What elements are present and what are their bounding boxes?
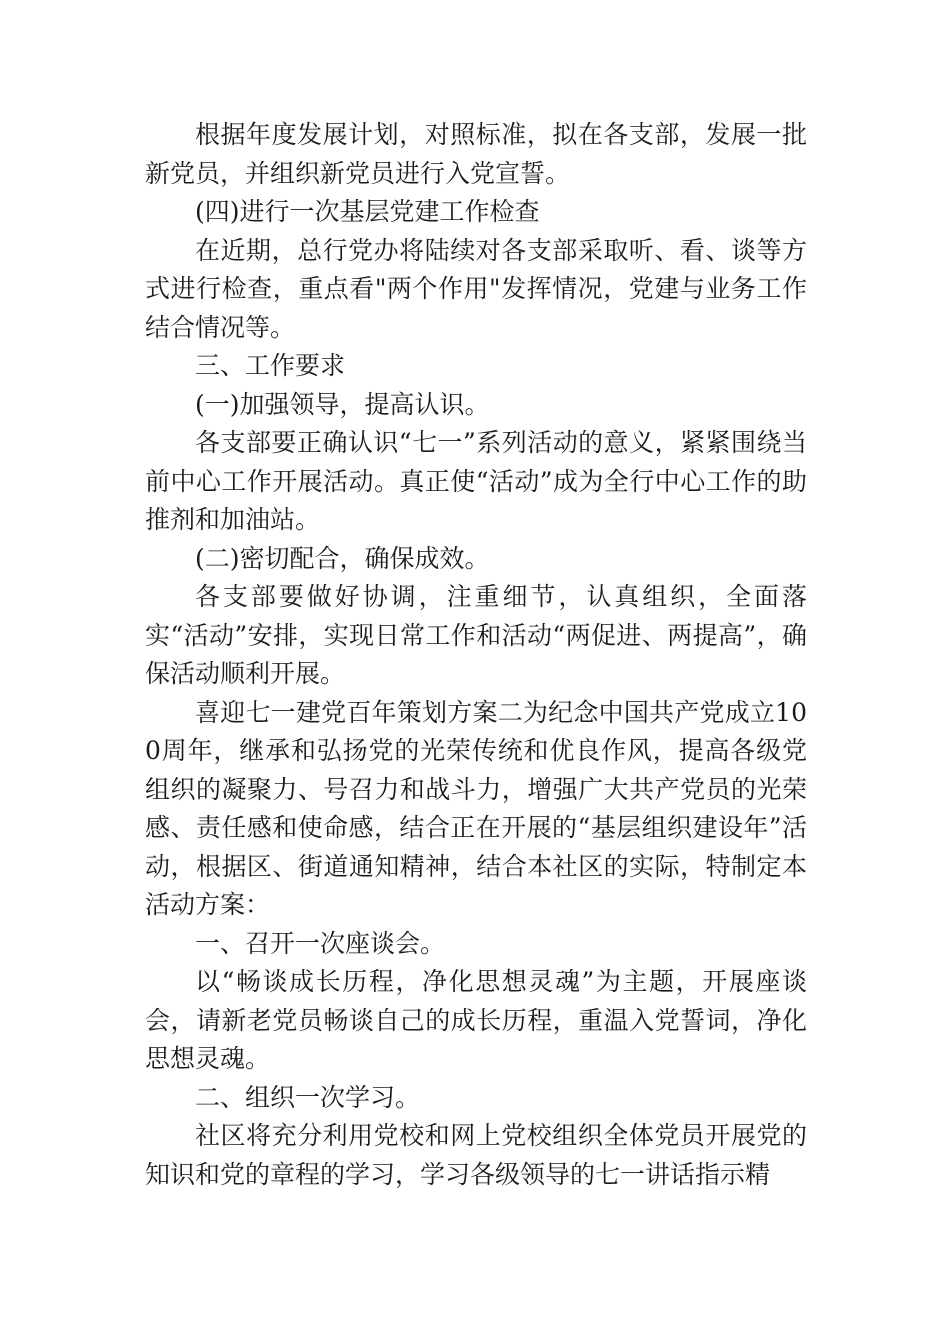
subsection-heading: (二)密切配合，确保成效。 [195, 543, 490, 573]
document-body [145, 116, 807, 1194]
paragraph: 根据年度发展计划，对照标准，拟在各支部，发展一批新党员，并组织新党员进行入党宣誓。 [145, 120, 807, 188]
section-heading: (四)进行一次基层党建工作检查 [195, 197, 540, 226]
paragraph: 以“畅谈成长历程，净化思想灵魂”为主题，开展座谈会，请新老党员畅谈自己的成长历程，重温入党誓词，净化思想灵魂。 [145, 967, 807, 1073]
paragraph: 各支部要正确认识“七一”系列活动的意义，紧紧围绕当前中心工作开展活动。真正使“活动”成为全行中心工作的助推剂和加油站。 [145, 428, 807, 534]
paragraph: 各支部要做好协调，注重细节，认真组织，全面落实“活动”安排，实现日常工作和活动“两促进、两提高”，确保活动顺利开展。 [145, 582, 807, 688]
subsection-heading: (一)加强领导，提高认识。 [195, 389, 490, 419]
section-heading: 三、工作要求 [195, 351, 346, 380]
paragraph: 社区将充分利用党校和网上党校组织全体党员开展党的知识和党的章程的学习，学习各级领导的七一讲话指示精 [145, 1121, 807, 1189]
paragraph: 喜迎七一建党百年策划方案二为纪念中国共产党成立100周年，继承和弘扬党的光荣传统和优良作风，提高各级党组织的凝聚力、号召力和战斗力，增强广大共产党员的光荣感、责任感和使命感，结合正在开展的“基层组织建设年”活动，根据区、街道通知精神，结合本社区的实际，特制定本活动方案： [145, 697, 807, 919]
section-heading: 一、召开一次座谈会。 [195, 928, 446, 958]
section-heading: 二、组织一次学习。 [195, 1082, 421, 1112]
paragraph: 在近期，总行党办将陆续对各支部采取听、看、谈等方式进行检查，重点看"两个作用"发挥情况，党建与业务工作结合情况等。 [145, 235, 807, 342]
